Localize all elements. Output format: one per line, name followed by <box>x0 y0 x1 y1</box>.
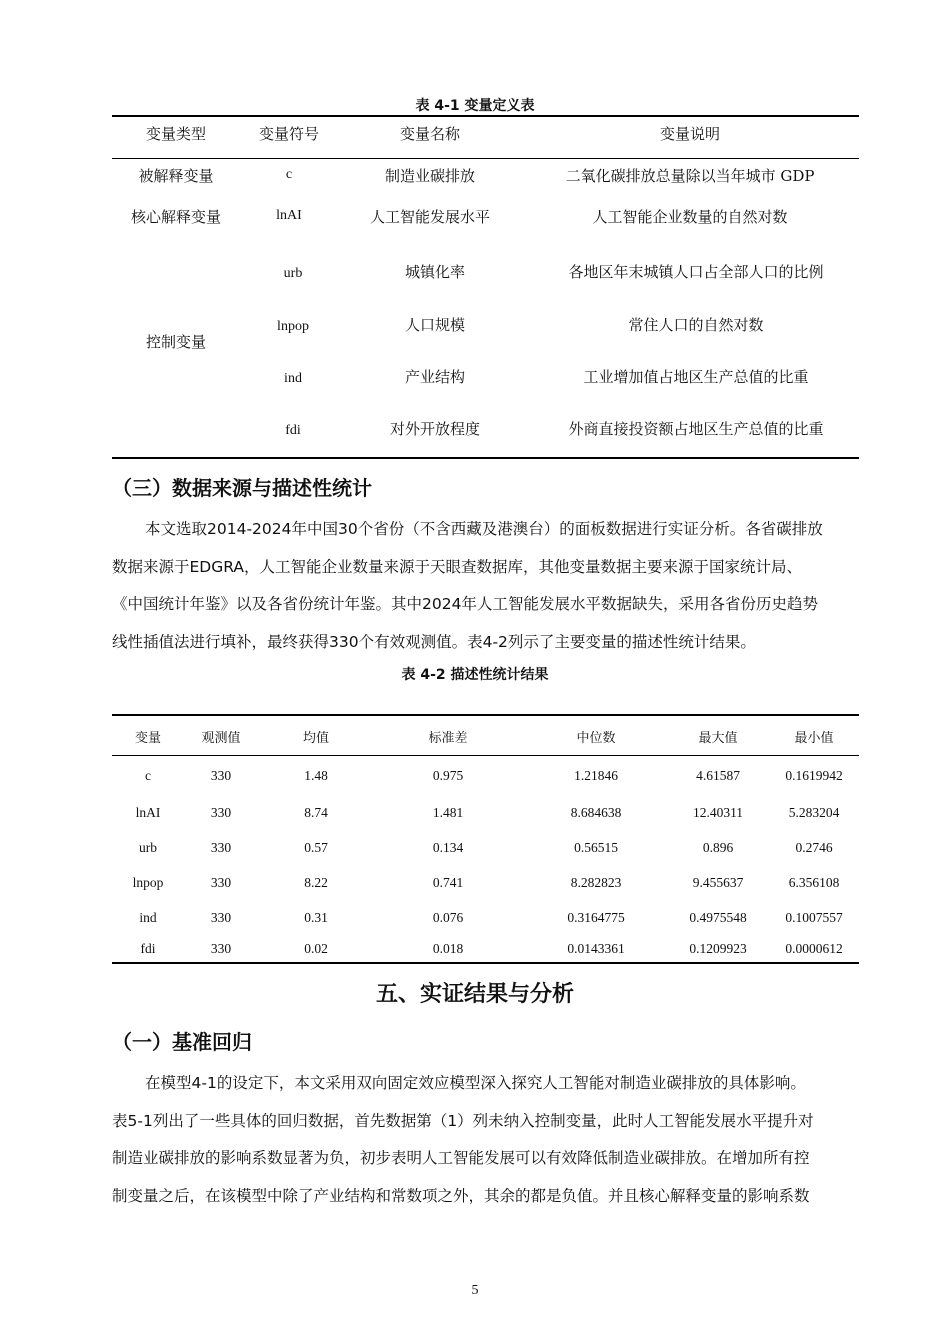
table2-value-cell: 330 <box>210 941 232 956</box>
table1-header-symbol: 变量符号 <box>258 125 320 143</box>
table1-cell-name: 人工智能发展水平 <box>369 208 491 226</box>
table2-value-cell: 0.134 <box>432 840 464 855</box>
table2-value-cell: 330 <box>210 768 232 783</box>
table2-value-cell: 5.283204 <box>788 805 840 820</box>
table1-cell-desc: 各地区年末城镇人口占全部人口的比例 <box>568 263 824 281</box>
table1-cell-name: 人口规模 <box>404 316 466 334</box>
table2-header: 最小值 <box>794 731 834 746</box>
table2-value-cell: 6.356108 <box>788 875 840 890</box>
table1-cell-name: 对外开放程度 <box>389 420 481 438</box>
table2-value-cell: 4.61587 <box>696 768 740 783</box>
table2-value-cell: 0.56515 <box>574 840 618 855</box>
table1-cell-type: 控制变量 <box>145 333 207 351</box>
table2-value-cell: 0.896 <box>702 840 734 855</box>
table2-value-cell: 0.31 <box>304 910 328 925</box>
table2-value-cell: 0.02 <box>304 941 328 956</box>
table2-top-rule <box>112 714 859 716</box>
table1-cell-desc: 工业增加值占地区生产总值的比重 <box>583 368 809 386</box>
section-heading: （三）数据来源与描述性统计 <box>112 476 372 500</box>
page-number: 5 <box>471 1283 479 1298</box>
section-heading: （一）基准回归 <box>112 1030 252 1054</box>
table1-cell-type: 被解释变量 <box>138 167 214 185</box>
table2-header: 中位数 <box>576 731 616 746</box>
table2-value-cell: 8.282823 <box>570 875 622 890</box>
table2-variable-cell: ind <box>139 910 157 925</box>
table1-cell-desc: 外商直接投资额占地区生产总值的比重 <box>568 420 824 438</box>
table1-header-rule <box>112 158 859 159</box>
table1-cell-type: 核心解释变量 <box>130 208 222 226</box>
table2-variable-cell: urb <box>139 840 157 855</box>
table2-bottom-rule <box>112 962 859 964</box>
table2-value-cell: 12.40311 <box>692 805 744 820</box>
table1-bottom-rule <box>112 457 859 459</box>
table1-cell-name: 制造业碳排放 <box>384 167 476 185</box>
table1-cell-symbol: lnpop <box>277 319 309 334</box>
paragraph-line: 《中国统计年鉴》以及各省份统计年鉴。其中2024年人工智能发展水平数据缺失，采用各省份历史趋势 <box>112 595 818 614</box>
paragraph-line: 线性插值法进行填补，最终获得330个有效观测值。表4-2列示了主要变量的描述性统计结果。 <box>112 632 756 651</box>
table2-value-cell: 8.74 <box>304 805 328 820</box>
table1-cell-name: 城镇化率 <box>404 263 466 281</box>
table2-value-cell: 0.0143361 <box>567 941 625 956</box>
table1-cell-symbol: c <box>285 167 293 182</box>
table1-cell-symbol: urb <box>283 266 303 281</box>
table2-header: 变量 <box>134 731 162 746</box>
table2-value-cell: 0.57 <box>304 840 328 855</box>
table2-variable-cell: fdi <box>140 941 156 956</box>
table2-value-cell: 8.684638 <box>570 805 622 820</box>
table1-cell-desc: 常住人口的自然对数 <box>628 316 764 334</box>
table2-variable-cell: lnAI <box>135 805 161 820</box>
paragraph-line: 本文选取2014-2024年中国30个省份（不含西藏及港澳台）的面板数据进行实证分析。各省碳排放 <box>145 520 823 538</box>
table1-caption: 表 4-1 变量定义表 <box>415 98 535 114</box>
paragraph-line: 表5-1列出了一些具体的回归数据，首先数据第（1）列未纳入控制变量，此时人工智能发展水平提升对 <box>112 1111 814 1130</box>
table2-value-cell: 0.076 <box>432 910 464 925</box>
table2-value-cell: 330 <box>210 875 232 890</box>
table1-header-type: 变量类型 <box>145 125 207 143</box>
table2-value-cell: 330 <box>210 805 232 820</box>
table1-header-desc: 变量说明 <box>659 125 721 143</box>
table2-value-cell: 0.018 <box>432 941 464 956</box>
table2-value-cell: 0.1619942 <box>785 768 843 783</box>
table2-header: 最大值 <box>698 731 738 746</box>
table2-variable-cell: c <box>145 768 151 783</box>
chapter-heading: 五、实证结果与分析 <box>375 982 574 1007</box>
table2-value-cell: 0.741 <box>432 875 464 890</box>
table2-value-cell: 0.3164775 <box>567 910 625 925</box>
table2-value-cell: 330 <box>210 840 232 855</box>
table2-variable-cell: lnpop <box>132 875 164 890</box>
table2-value-cell: 0.0000612 <box>785 941 843 956</box>
table2-value-cell: 1.481 <box>432 805 464 820</box>
table1-cell-symbol: lnAI <box>276 208 302 223</box>
section5-1-paragraph <box>112 1065 860 1215</box>
table2-value-cell: 1.21846 <box>574 768 618 783</box>
table1-cell-desc: 二氧化碳排放总量除以当年城市 GDP <box>565 167 815 185</box>
table2-header: 标准差 <box>428 731 468 746</box>
table2-header: 均值 <box>302 731 330 746</box>
table2-value-cell: 0.975 <box>432 768 464 783</box>
table2-value-cell: 0.4975548 <box>689 910 747 925</box>
table2-value-cell: 9.455637 <box>692 875 744 890</box>
table1-cell-desc: 人工智能企业数量的自然对数 <box>592 208 788 226</box>
table2-caption: 表 4-2 描述性统计结果 <box>401 667 549 683</box>
table1-cell-symbol: ind <box>284 371 302 386</box>
table2-value-cell: 0.1209923 <box>689 941 747 956</box>
paragraph-line: 制造业碳排放的影响系数显著为负，初步表明人工智能发展可以有效降低制造业碳排放。在增加所有控 <box>112 1149 810 1168</box>
table2-value-cell: 0.2746 <box>795 840 833 855</box>
table1-header-name: 变量名称 <box>399 125 461 143</box>
table2-header: 观测值 <box>201 731 241 746</box>
table2-header-rule <box>112 755 859 756</box>
paragraph-line: 制变量之后，在该模型中除了产业结构和常数项之外，其余的都是负值。并且核心解释变量的影响系数 <box>112 1186 810 1205</box>
section3-paragraph <box>112 511 860 661</box>
table2-value-cell: 1.48 <box>304 768 328 783</box>
table1-cell-symbol: fdi <box>285 423 301 438</box>
table2-value-cell: 8.22 <box>304 875 328 890</box>
table2-value-cell: 0.1007557 <box>785 910 843 925</box>
table2-value-cell: 330 <box>210 910 232 925</box>
table1-cell-name: 产业结构 <box>404 368 466 386</box>
paragraph-line: 数据来源于EDGRA，人工智能企业数量来源于天眼查数据库，其他变量数据主要来源于国家统计局、 <box>112 557 802 576</box>
paragraph-line: 在模型4-1的设定下，本文采用双向固定效应模型深入探究人工智能对制造业碳排放的具体影响。 <box>145 1074 806 1092</box>
table1-top-rule <box>112 115 859 117</box>
